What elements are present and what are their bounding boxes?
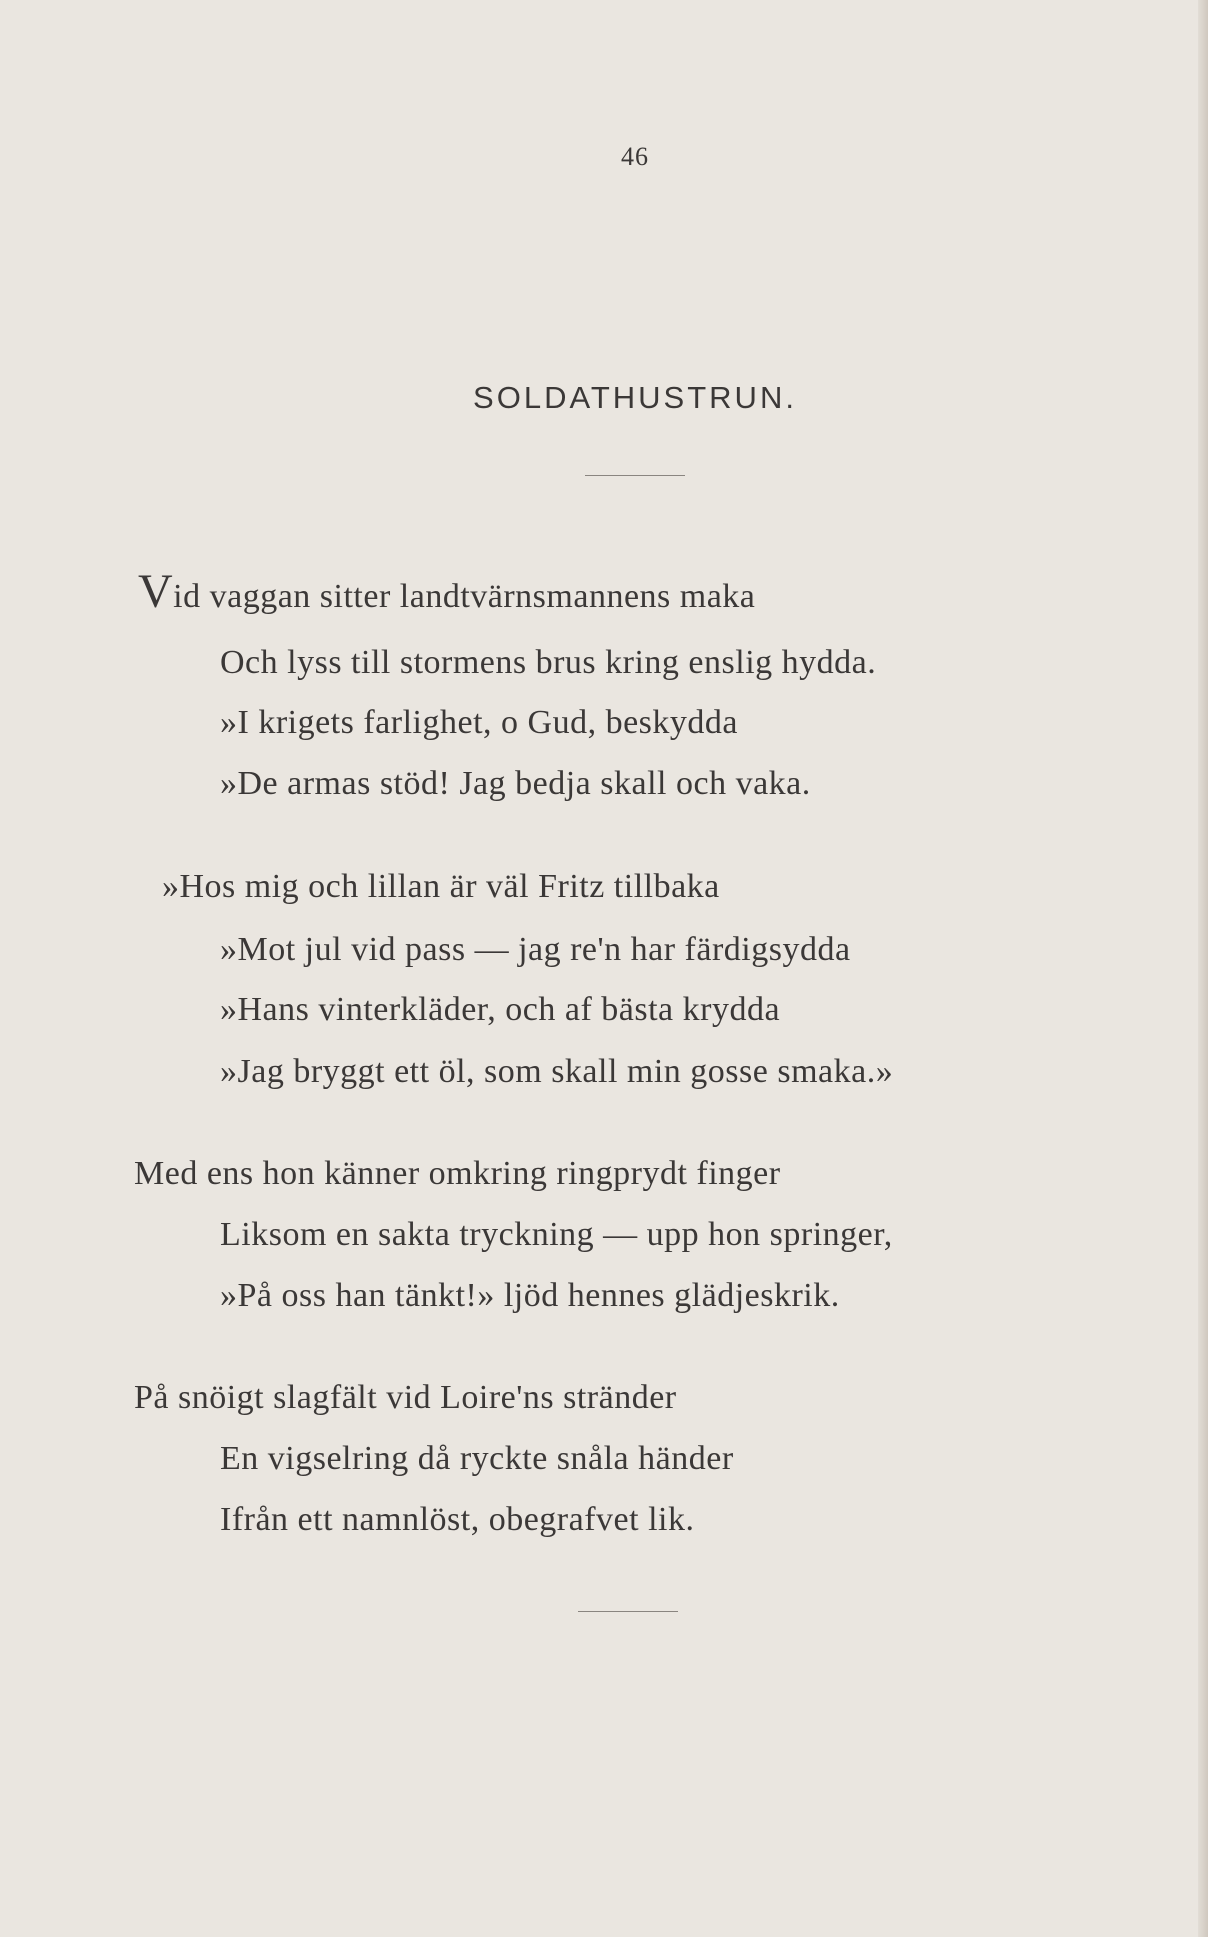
stanza-3-line-2: Liksom en sakta tryckning — upp hon springer, bbox=[220, 1216, 893, 1253]
poem-title: SOLDATHUSTRUN. bbox=[473, 380, 797, 415]
stanza-4-line-2: En vigselring då ryckte snåla händer bbox=[220, 1440, 734, 1477]
stanza-2-line-1: »Hos mig och lillan är väl Fritz tillbaka bbox=[162, 868, 720, 905]
stanza-4-line-3: Ifrån ett namnlöst, obegrafvet lik. bbox=[220, 1501, 695, 1538]
stanza-2-line-3: »Hans vinterkläder, och af bästa krydda bbox=[220, 991, 781, 1028]
stanza-2-line-2: »Mot jul vid pass — jag re'n har färdigsydda bbox=[220, 931, 851, 968]
page-edge-shadow bbox=[1198, 0, 1208, 1937]
title-rule bbox=[585, 475, 685, 476]
poem-line-text: id vaggan sitter landtvärnsmannens maka bbox=[173, 578, 756, 615]
drop-cap: V bbox=[138, 565, 174, 618]
stanza-3-line-1: Med ens hon känner omkring ringprydt finger bbox=[134, 1155, 781, 1192]
stanza-1-line-2: Och lyss till stormens brus kring enslig hydda. bbox=[220, 644, 877, 681]
stanza-1-line-3: »I krigets farlighet, o Gud, beskydda bbox=[220, 704, 738, 741]
stanza-4-line-1: På snöigt slagfält vid Loire'ns stränder bbox=[134, 1379, 677, 1416]
stanza-3-line-3: »På oss han tänkt!» ljöd hennes glädjeskrik. bbox=[220, 1277, 840, 1314]
page-number: 46 bbox=[621, 142, 649, 171]
stanza-1-line-1 bbox=[138, 565, 756, 618]
end-rule bbox=[578, 1611, 678, 1612]
stanza-2-line-4: »Jag bryggt ett öl, som skall min gosse smaka.» bbox=[220, 1053, 894, 1090]
stanza-1-line-4: »De armas stöd! Jag bedja skall och vaka. bbox=[220, 765, 811, 802]
